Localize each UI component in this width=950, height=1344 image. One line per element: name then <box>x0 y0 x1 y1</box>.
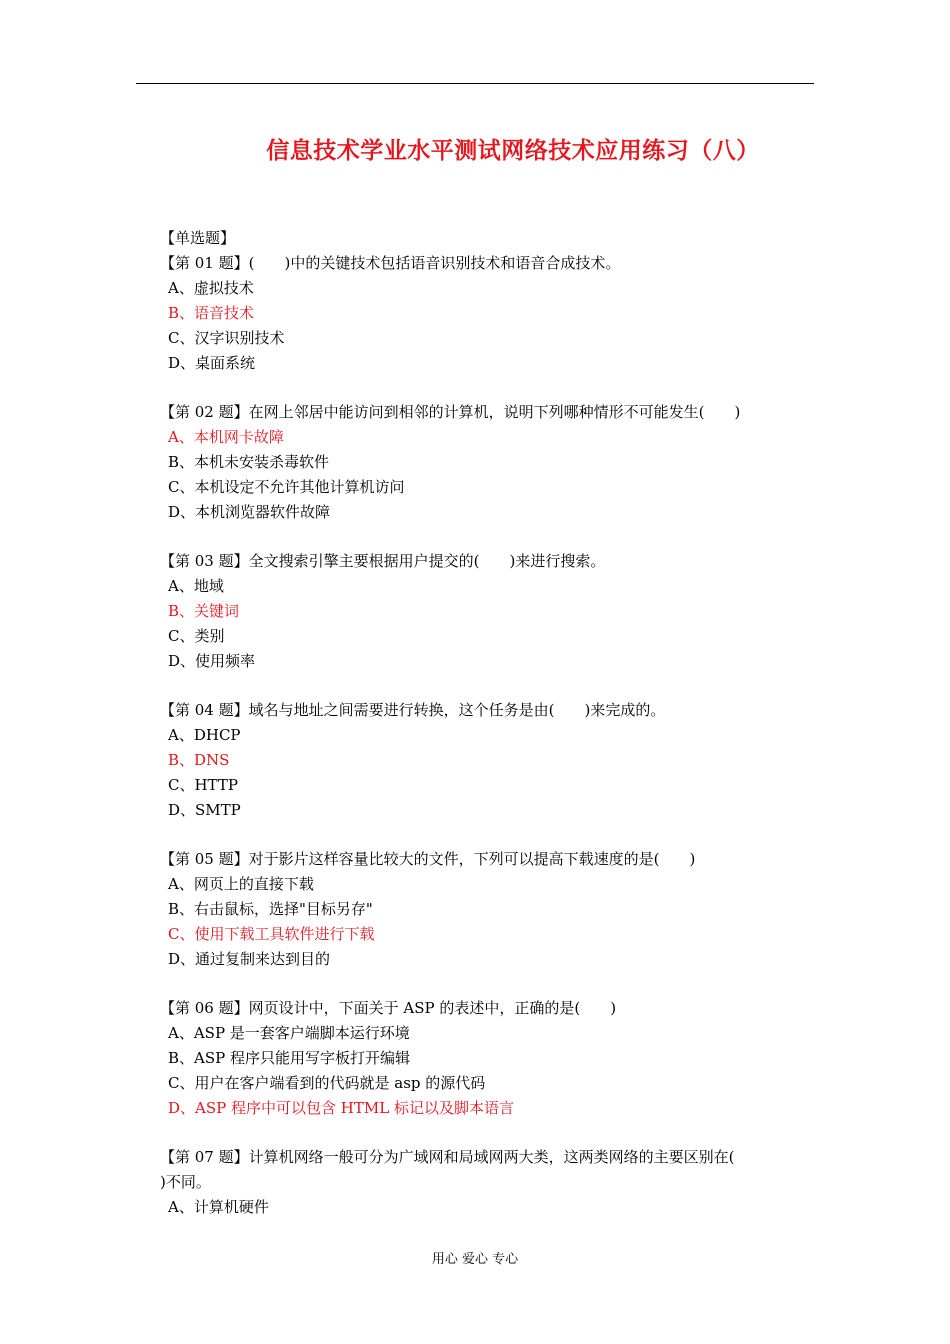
question-stem: 【第 03 题】全文搜索引擎主要根据用户提交的( )来进行搜索。 <box>160 552 606 570</box>
answer-option-correct: B、DNS <box>168 751 230 769</box>
document-title: 信息技术学业水平测试网络技术应用练习（八） <box>266 138 760 164</box>
answer-option: D、SMTP <box>168 801 241 819</box>
answer-option-correct: D、ASP 程序中可以包含 HTML 标记以及脚本语言 <box>168 1099 514 1117</box>
question-stem-continued: )不同。 <box>160 1173 211 1191</box>
answer-option: A、虚拟技术 <box>168 279 254 297</box>
answer-option-correct: A、本机网卡故障 <box>168 428 284 446</box>
question-stem: 【第 04 题】域名与地址之间需要进行转换，这个任务是由( )来完成的。 <box>160 701 666 719</box>
question-stem: 【第 02 题】在网上邻居中能访问到相邻的计算机，说明下列哪种情形不可能发生( ) <box>160 403 741 421</box>
answer-option: C、本机设定不允许其他计算机访问 <box>168 478 405 496</box>
answer-option: A、地域 <box>168 577 224 595</box>
answer-option: B、本机未安装杀毒软件 <box>168 453 330 471</box>
answer-option: D、本机浏览器软件故障 <box>168 503 331 521</box>
answer-option: C、HTTP <box>168 776 238 794</box>
answer-option: C、用户在客户端看到的代码就是 asp 的源代码 <box>168 1074 486 1092</box>
answer-option: C、汉字识别技术 <box>168 329 285 347</box>
question-list <box>160 226 824 1220</box>
answer-option: A、网页上的直接下载 <box>168 875 314 893</box>
answer-option: B、ASP 程序只能用写字板打开编辑 <box>168 1049 410 1067</box>
answer-option: A、ASP 是一套客户端脚本运行环境 <box>168 1024 410 1042</box>
header-rule <box>136 83 814 84</box>
question-stem: 【第 07 题】计算机网络一般可分为广域网和局域网两大类，这两类网络的主要区别在( <box>160 1148 735 1166</box>
page-footer: 用心 爱心 专心 <box>431 1252 519 1267</box>
answer-option-correct: B、语音技术 <box>168 304 255 322</box>
answer-option: C、类别 <box>168 627 225 645</box>
answer-option: D、使用频率 <box>168 652 256 670</box>
question-stem: 【第 05 题】对于影片这样容量比较大的文件，下列可以提高下载速度的是( ) <box>160 850 696 868</box>
answer-option-correct: C、使用下载工具软件进行下载 <box>168 925 375 943</box>
section-label: 【单选题】 <box>160 229 236 247</box>
question-stem: 【第 01 题】( )中的关键技术包括语音识别技术和语音合成技术。 <box>160 254 621 272</box>
answer-option: A、计算机硬件 <box>168 1198 269 1216</box>
answer-option: B、右击鼠标，选择"目标另存" <box>168 900 373 918</box>
answer-option: D、桌面系统 <box>168 354 256 372</box>
answer-option: D、通过复制来达到目的 <box>168 950 331 968</box>
answer-option: A、DHCP <box>168 726 241 744</box>
question-stem: 【第 06 题】网页设计中，下面关于 ASP 的表述中，正确的是( ) <box>160 999 617 1017</box>
answer-option-correct: B、关键词 <box>168 602 240 620</box>
